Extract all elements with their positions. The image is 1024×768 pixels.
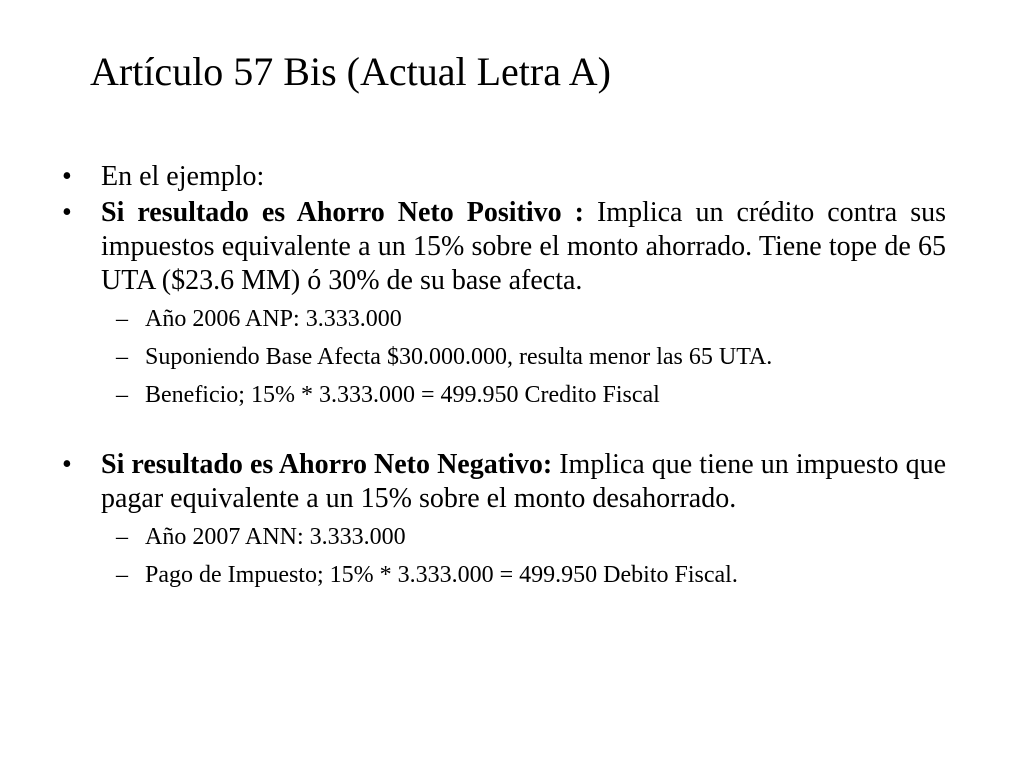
bullet-dot: • xyxy=(62,197,72,228)
dash-marker: – xyxy=(116,524,128,550)
bullet-bold-label: Si resultado es Ahorro Neto Negativo: xyxy=(101,449,553,480)
sub-item-text: Suponiendo Base Afecta $30.000.000, resulta menor las 65 UTA. xyxy=(145,344,773,370)
slide-body xyxy=(62,160,946,594)
bullet-item-ahorro-positivo xyxy=(62,196,946,298)
dash-marker: – xyxy=(116,344,128,370)
sub-item xyxy=(62,376,946,414)
sub-item xyxy=(62,300,946,338)
bullet-item-ahorro-negativo xyxy=(62,448,946,516)
bullet-text: En el ejemplo: xyxy=(101,161,265,192)
sub-item-text: Beneficio; 15% * 3.333.000 = 499.950 Credito Fiscal xyxy=(145,382,660,408)
bullet-dot: • xyxy=(62,161,72,192)
sub-item-text: Año 2007 ANN: 3.333.000 xyxy=(145,524,406,550)
dash-marker: – xyxy=(116,562,128,588)
bullet-text: Implica un crédito contra sus impuestos equivalente a un 15% sobre el monto ahorrado. Tiene tope de 65 UTA ($23.6 MM) ó 30% de su base afecta. xyxy=(101,197,946,296)
dash-marker: – xyxy=(116,306,128,332)
sub-item xyxy=(62,338,946,376)
slide-title: Artículo 57 Bis (Actual Letra A) xyxy=(90,49,611,94)
sub-item-text: Año 2006 ANP: 3.333.000 xyxy=(145,306,402,332)
bullet-item-example xyxy=(62,160,946,194)
sub-item xyxy=(62,518,946,556)
sub-item xyxy=(62,556,946,594)
sub-item-text: Pago de Impuesto; 15% * 3.333.000 = 499.950 Debito Fiscal. xyxy=(145,562,738,588)
bullet-text: Implica que tiene un impuesto que pagar equivalente a un 15% sobre el monto desahorrado. xyxy=(101,449,946,514)
dash-marker: – xyxy=(116,382,128,408)
bullet-dot: • xyxy=(62,449,72,480)
bullet-bold-label: Si resultado es Ahorro Neto Positivo : xyxy=(101,197,584,228)
